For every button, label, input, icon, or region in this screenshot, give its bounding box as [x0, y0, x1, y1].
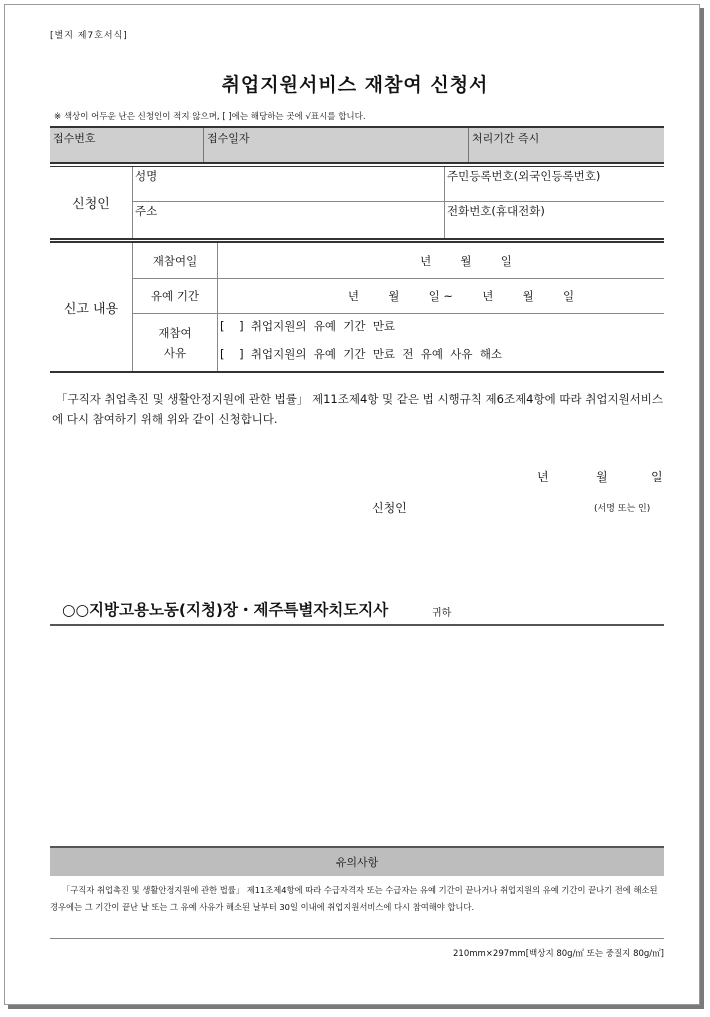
report-section — [50, 241, 664, 373]
reason-label-line2: 사유 — [163, 345, 187, 360]
grace-period-field[interactable] — [218, 279, 664, 313]
applicant-section — [50, 166, 664, 240]
form-number: [별지 제7호서식] — [50, 31, 128, 41]
rejoin-date-value: 년 월 일 — [420, 253, 512, 268]
form-title: 취업지원서비스 재참여 신청서 — [221, 74, 489, 96]
paper-spec: 210mm×297mm[백상지 80g/㎡ 또는 중질지 80g/㎡] — [453, 949, 664, 959]
report-section-label: 신고 내용 — [63, 301, 119, 317]
grace-period-label: 유예 기간 — [150, 289, 200, 303]
reason-label-line1: 재참여 — [158, 325, 192, 340]
caution-body: 「구직자 취업촉진 및 생활안정지원에 관한 법률」 제11조제4항에 따라 수급자격자 또는 수급자는 유예 기간이 끝나거나 취업지원의 유예 기간이 끝나기 전에 해소된 경우에는 그 기간이 끝난 날 또는 그 유예 사유가 해소된 날부터 30일 이내에 취업지원서비스에 다시 참여해야 합니다. — [50, 885, 658, 912]
address-field[interactable] — [133, 202, 444, 238]
name-field[interactable] — [133, 167, 444, 201]
reason-option-2[interactable] — [218, 346, 666, 362]
resident-id-label: 주민등록번호(외국인등록번호) — [447, 169, 601, 183]
name-label: 성명 — [135, 169, 158, 183]
addressee-suffix: 귀하 — [432, 608, 452, 619]
statement-paragraph: 「구직자 취업촉진 및 생활안정지원에 관한 법률」 제11조제4항 및 같은 법 시행규칙 제6조제4항에 따라 취업지원서비스에 다시 참여하기 위해 위와 같이 신청합니다. — [52, 392, 664, 426]
signer-label: 신청인 — [372, 501, 407, 515]
receipt-number-field: 접수번호 — [53, 132, 96, 145]
reason-option-2-text: [ ] 취업지원의 유예 기간 만료 전 유예 사유 해소 — [220, 347, 503, 361]
address-label: 주소 — [135, 204, 158, 218]
resident-id-field[interactable] — [445, 167, 664, 201]
applicant-section-label: 신청인 — [72, 197, 110, 212]
signature-mark: (서명 또는 인) — [594, 504, 651, 514]
bottom-divider — [50, 938, 664, 939]
reason-label — [133, 314, 217, 371]
caution-heading: 유의사항 — [50, 846, 664, 876]
date-day-label: 일 — [651, 470, 663, 484]
date-month-label: 월 — [596, 470, 608, 484]
phone-field[interactable] — [445, 202, 664, 238]
processing-period-field: 처리기간 즉시 — [468, 128, 664, 162]
rejoin-date-field[interactable] — [218, 243, 664, 278]
receipt-date-field: 접수일자 — [203, 128, 468, 162]
grace-period-value: 년 월 일 ~ 년 월 일 — [347, 289, 575, 303]
reason-option-1[interactable] — [218, 318, 666, 334]
receipt-section — [50, 126, 664, 164]
rejoin-date-label: 재참여일 — [152, 253, 198, 268]
reason-option-1-text: [ ] 취업지원의 유예 기간 만료 — [220, 319, 396, 333]
phone-label: 전화번호(휴대전화) — [447, 204, 545, 218]
date-year-label: 년 — [537, 470, 549, 484]
addressee-divider — [50, 624, 664, 626]
instruction-note: ※ 색상이 어두운 난은 신청인이 적지 않으며, [ ]에는 해당하는 곳에 √표시를 합니다. — [54, 112, 366, 122]
addressee: ○○지방고용노동(지청)장・제주특별자치도지사 — [62, 601, 389, 619]
